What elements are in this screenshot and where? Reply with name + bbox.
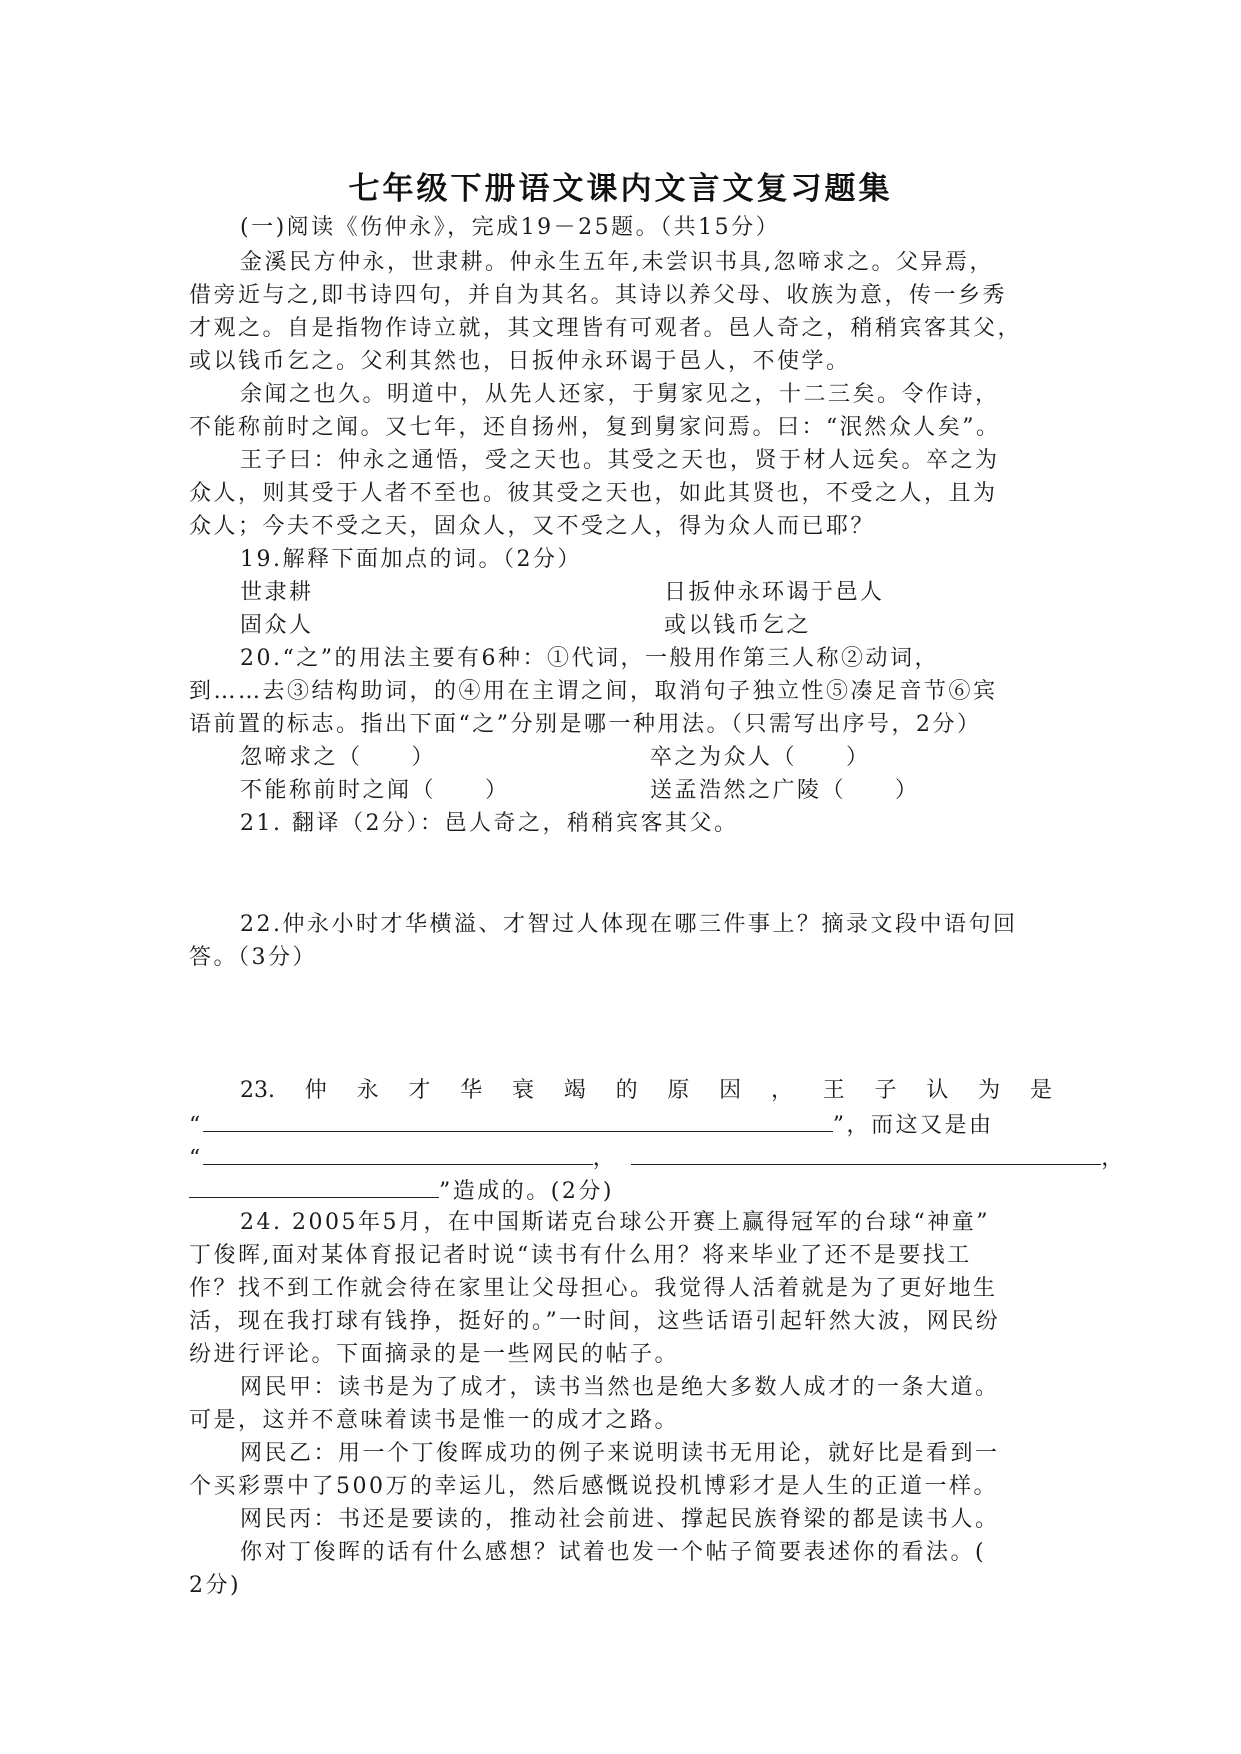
passage-line: 余闻之也久。明道中，从先人还家，于舅家见之，十二三矣。令作诗， <box>240 382 1000 407</box>
netizen-c-post: 网民丙：书还是要读的，推动社会前进、撑起民族脊梁的都是读书人。 <box>240 1507 1000 1532</box>
q23-char: ， <box>770 1078 793 1103</box>
q24-task: 2分) <box>189 1573 242 1598</box>
q20-item: 忽啼求之（ ） <box>240 745 437 770</box>
page-title: 七年级下册语文课内文言文复习题集 <box>348 171 893 207</box>
q20-text: 语前置的标志。指出下面“之”分别是哪一种用法。（只需写出序号，2分） <box>189 712 982 737</box>
q23-char: 认 <box>926 1078 949 1103</box>
answer-blank[interactable] <box>203 1142 593 1165</box>
q20-text: 20.“之”的用法主要有6种：①代词，一般用作第三人称②动词， <box>240 646 939 671</box>
passage-line: 才观之。自是指物作诗立就，其文理皆有可观者。邑人奇之，稍稍宾客其父， <box>189 316 1023 341</box>
q23-char: 的 <box>615 1078 638 1103</box>
comma: ， <box>1101 1146 1126 1171</box>
q23-spread <box>240 1076 1052 1106</box>
passage-line: 不能称前时之闻。又七年，还自扬州，复到舅家问焉。曰：“泯然众人矣”。 <box>189 415 1001 440</box>
passage-line: 众人，则其受于人者不至也。彼其受之天也，如此其贤也，不受之人，且为 <box>189 481 998 506</box>
q23-char: 因 <box>719 1078 742 1103</box>
netizen-a-post: 网民甲：读书是为了成才，读书当然也是绝大多数人成才的一条大道。 <box>240 1375 1000 1400</box>
q19-item: 日扳仲永环谒于邑人 <box>664 580 885 605</box>
q22-prompt: 22.仲永小时才华横溢、才智过人体现在哪三件事上？摘录文段中语句回 <box>240 912 1018 937</box>
passage-line: 王子曰：仲永之通悟，受之天也。其受之天也，贤于材人远矣。卒之为 <box>240 448 1000 473</box>
netizen-b-post: 个买彩票中了500万的幸运儿，然后感慨说投机博彩才是人生的正道一样。 <box>189 1474 998 1499</box>
q24-text: 活，现在我打球有钱挣，挺好的。”一时间，这些话语引起轩然大波，网民纷 <box>189 1309 1001 1334</box>
q22-prompt: 答。（3分） <box>189 945 317 970</box>
q19-item: 或以钱币乞之 <box>664 613 812 638</box>
q23-char: 为 <box>978 1078 1001 1103</box>
q21-prompt: 21. 翻译（2分）：邑人奇之，稍稍宾客其父。 <box>240 811 739 836</box>
passage-line: 借旁近与之,即书诗四句，并自为其名。其诗以养父母、收族为意，传一乡秀 <box>189 283 1007 308</box>
section-header: (一)阅读《伤仲永》，完成19－25题。（共15分） <box>240 215 781 240</box>
q23-char: 永 <box>356 1078 379 1103</box>
q24-text: 丁俊晖,面对某体育报记者时说“读书有什么用？将来毕业了还不是要找工 <box>189 1243 972 1268</box>
open-quote: “ <box>189 1146 203 1171</box>
q23-char: 王 <box>822 1078 845 1103</box>
passage-line: 或以钱币乞之。父利其然也，日扳仲永环谒于邑人，不使学。 <box>189 349 851 374</box>
netizen-b-post: 网民乙：用一个丁俊晖成功的例子来说明读书无用论，就好比是看到一 <box>240 1441 1000 1466</box>
passage-line: 金溪民方仲永，世隶耕。仲永生五年,未尝识书具,忽啼求之。父异焉， <box>240 250 994 275</box>
q23-char: 原 <box>667 1078 690 1103</box>
netizen-a-post: 可是，这并不意味着读书是惟一的成才之路。 <box>189 1408 680 1433</box>
answer-blank[interactable] <box>631 1142 1101 1165</box>
q23-prompt <box>240 1076 1052 1106</box>
q23-end-text: ”造成的。(2分) <box>439 1179 614 1204</box>
q23-line-2 <box>189 1109 994 1141</box>
q20-item: 送孟浩然之广陵（ ） <box>650 778 920 803</box>
q23-char: 竭 <box>563 1078 586 1103</box>
q19-prompt: 19.解释下面加点的词。（2分） <box>240 547 582 572</box>
comma: ， <box>592 1146 618 1171</box>
q20-item: 不能称前时之闻（ ） <box>240 778 510 803</box>
q19-item: 固众人 <box>240 613 314 638</box>
q20-text: 到……去③结构助词，的④用在主谓之间，取消句子独立性⑤凑足音节⑥宾 <box>189 679 998 704</box>
answer-blank[interactable] <box>189 1175 439 1198</box>
q23-char: 才 <box>408 1078 431 1103</box>
passage-line: 众人；今夫不受之天，固众人，又不受之人，得为众人而已耶？ <box>189 514 876 539</box>
q23-char: 衰 <box>511 1078 534 1103</box>
q23-char: 华 <box>460 1078 483 1103</box>
q23-char: 仲 <box>304 1078 327 1103</box>
q20-item: 卒之为众人（ ） <box>650 745 871 770</box>
q23-mid-text: ”，而这又是由 <box>832 1113 994 1138</box>
q24-text: 24. 2005年5月，在中国斯诺克台球公开赛上赢得冠军的台球“神童” <box>240 1210 990 1235</box>
q23-char: 子 <box>874 1078 897 1103</box>
q19-item: 世隶耕 <box>240 580 314 605</box>
q23-line-3 <box>189 1142 1126 1174</box>
open-quote: “ <box>189 1113 203 1138</box>
q24-text: 纷进行评论。下面摘录的是一些网民的帖子。 <box>189 1342 680 1367</box>
q24-task: 你对丁俊晖的话有什么感想？试着也发一个帖子简要表述你的看法。( <box>240 1540 987 1565</box>
q23-char: 23. <box>240 1078 275 1103</box>
q23-line-4 <box>189 1175 614 1207</box>
answer-blank[interactable] <box>203 1109 833 1132</box>
q23-char: 是 <box>1029 1078 1052 1103</box>
q24-text: 作？找不到工作就会待在家里让父母担心。我觉得人活着就是为了更好地生 <box>189 1276 998 1301</box>
